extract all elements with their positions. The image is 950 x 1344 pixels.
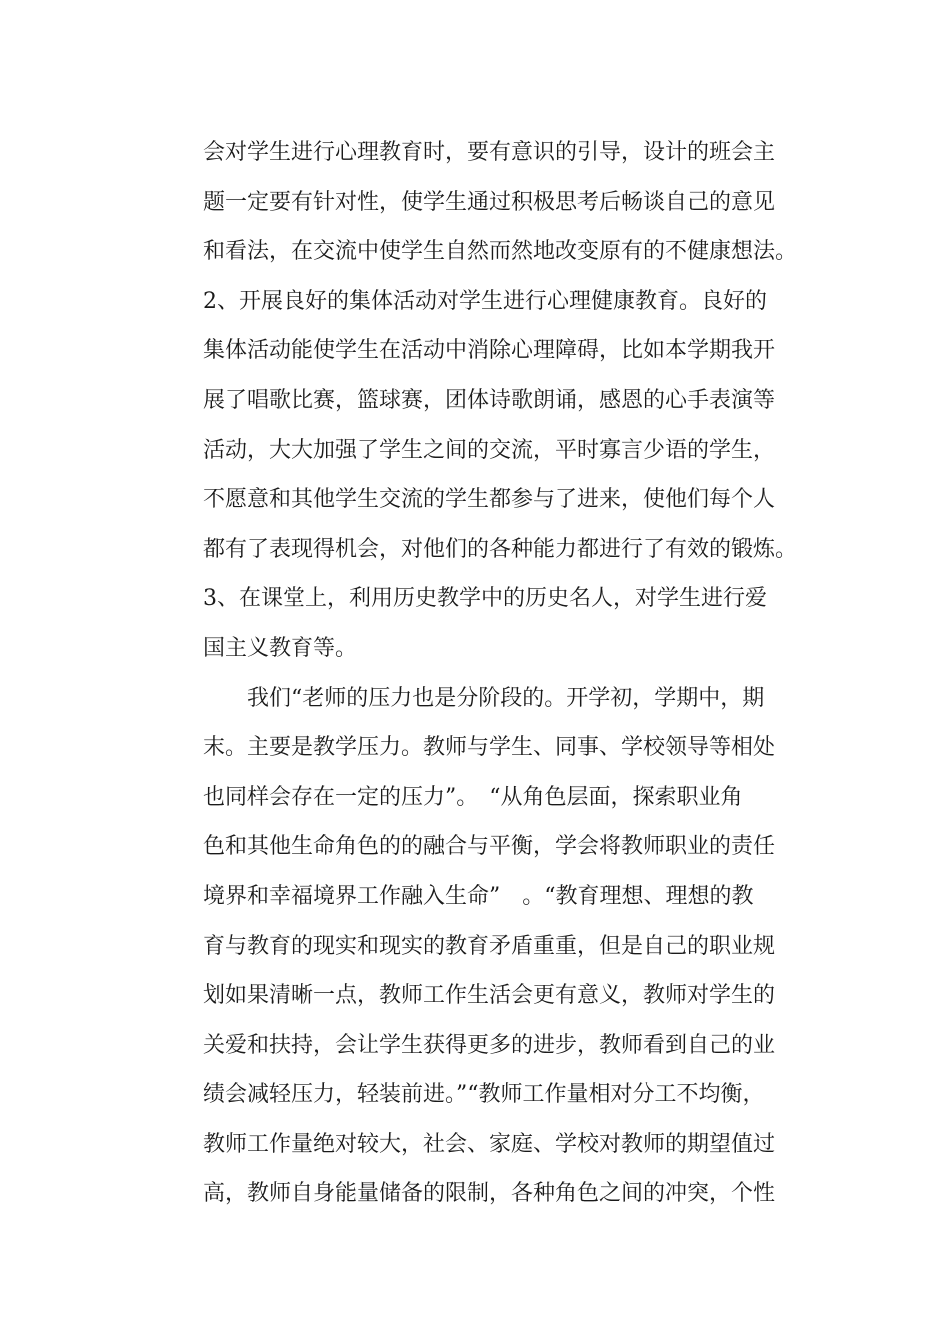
text-line: 集体活动能使学生在活动中消除心理障碍，比如本学期我开 xyxy=(203,338,776,364)
text-line: 关爱和扶持，会让学生获得更多的进步，教师看到自己的业 xyxy=(203,1032,776,1058)
text-line: 题一定要有针对性，使学生通过积极思考后畅谈自己的意见 xyxy=(203,189,776,215)
text-line: 末。主要是教学压力。教师与学生、同事、学校领导等相处 xyxy=(203,735,776,761)
text-line: 绩会减轻压力，轻装前进。”“教师工作量相对分工不均衡， xyxy=(203,1082,765,1108)
text-line: 育与教育的现实和现实的教育矛盾重重，但是自己的职业规 xyxy=(203,933,776,959)
text-line: 高，教师自身能量储备的限制，各种角色之间的冲突，个性 xyxy=(203,1181,776,1207)
text-line: 教师工作量绝对较大，社会、家庭、学校对教师的期望值过 xyxy=(203,1131,776,1157)
text-line: 境界和幸福境界工作融入生命” 。“教育理想、理想的教 xyxy=(203,883,754,909)
text-line: 会对学生进行心理教育时，要有意识的引导，设计的班会主 xyxy=(203,140,776,165)
text-line: 和看法，在交流中使学生自然而然地改变原有的不健康想法。 xyxy=(203,239,798,265)
text-line: 也同样会存在一定的压力”。 “从角色层面，探索职业角 xyxy=(203,784,743,810)
body-text xyxy=(203,128,823,1219)
text-line: 国主义教育等。 xyxy=(203,635,358,661)
paragraph-first-line: 我们“老师的压力也是分阶段的。开学初，学期中，期 xyxy=(247,685,765,711)
text-line: 划如果清晰一点，教师工作生活会更有意义，教师对学生的 xyxy=(203,983,776,1009)
text-line: 色和其他生命角色的的融合与平衡，学会将教师职业的责任 xyxy=(203,834,776,860)
text-line: 不愿意和其他学生交流的学生都参与了进来，使他们每个人 xyxy=(203,487,776,513)
text-line: 3、在课堂上，利用历史教学中的历史名人，对学生进行爱 xyxy=(203,586,767,612)
text-line: 活动，大大加强了学生之间的交流，平时寡言少语的学生， xyxy=(203,437,776,463)
text-line: 2、开展良好的集体活动对学生进行心理健康教育。良好的 xyxy=(203,288,767,314)
text-line: 都有了表现得机会，对他们的各种能力都进行了有效的锻炼。 xyxy=(203,536,798,562)
text-line: 展了唱歌比赛，篮球赛，团体诗歌朗诵，感恩的心手表演等 xyxy=(203,387,776,413)
